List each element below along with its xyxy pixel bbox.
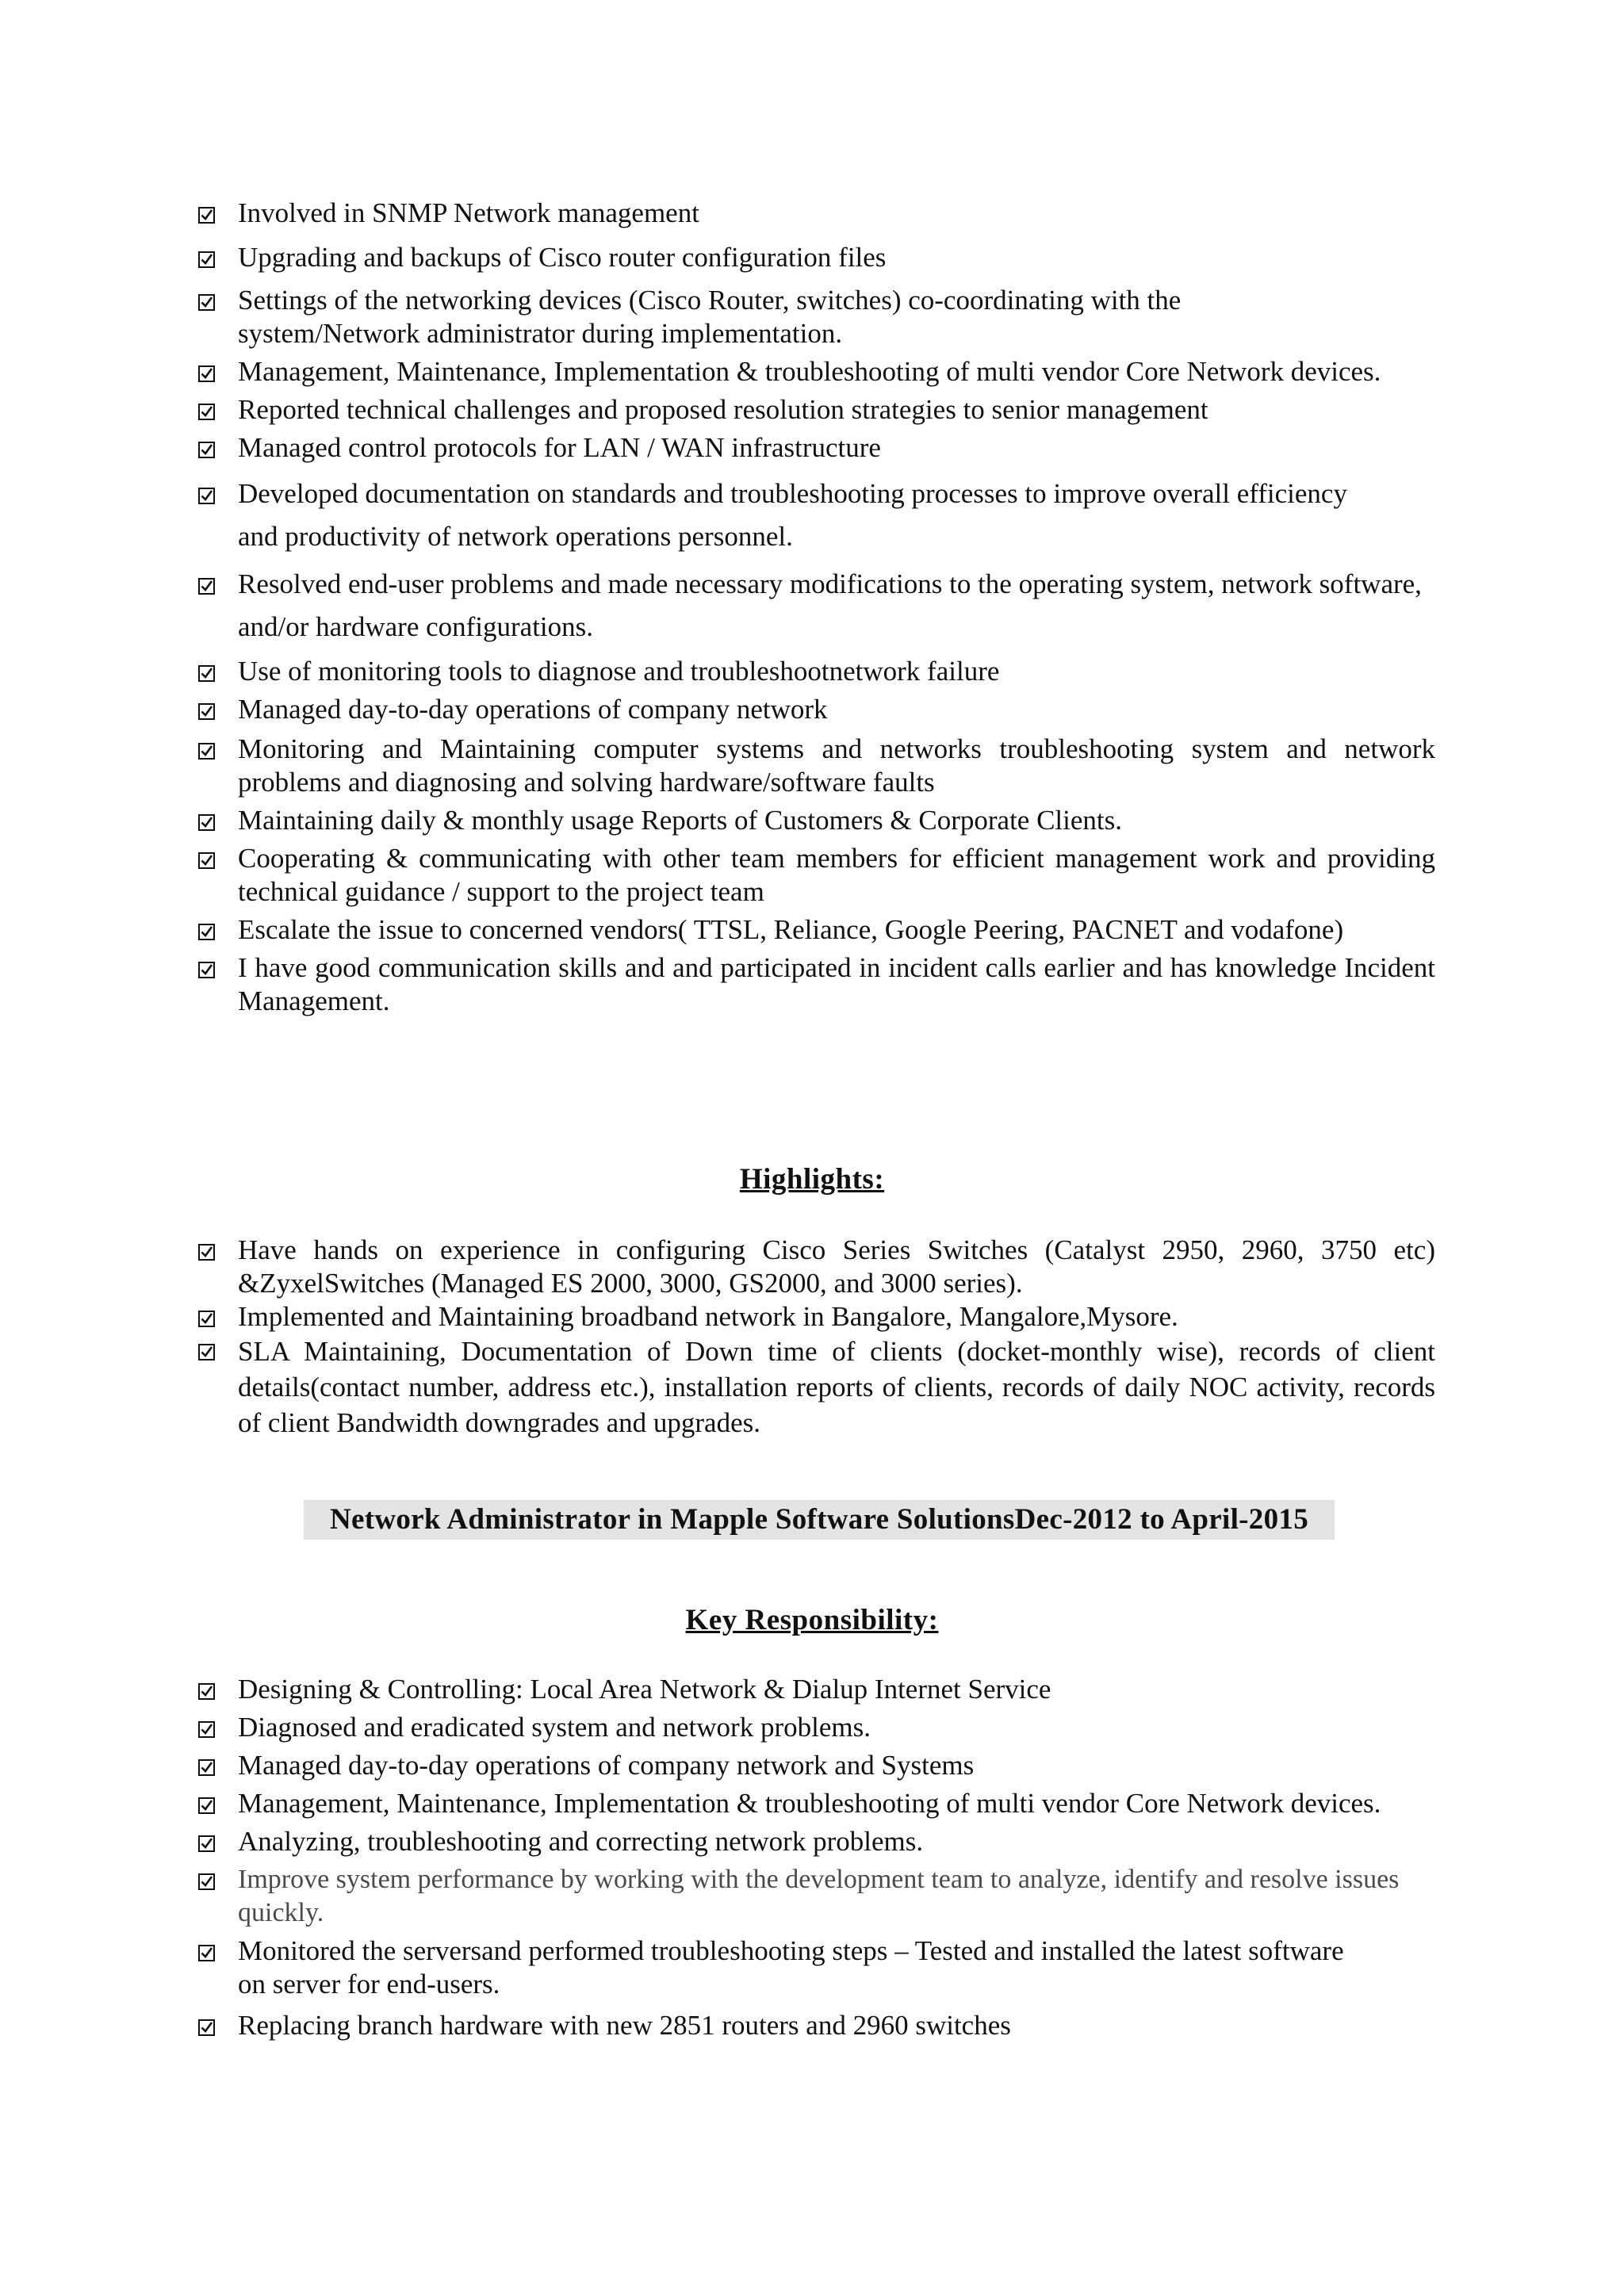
list-item [198, 1334, 1435, 1441]
checked-box-icon [198, 852, 215, 869]
checked-box-icon [198, 665, 215, 682]
list-item-text: Managed day-to-day operations of company network [238, 694, 828, 725]
list-item [198, 1673, 1435, 1706]
list-item-text: Reported technical challenges and proposed resolution strategies to senior management [238, 394, 1208, 425]
list-item [198, 1825, 1435, 1858]
checked-box-icon [198, 1244, 215, 1261]
checked-box-icon [198, 1759, 215, 1776]
list-item [198, 393, 1435, 427]
list-item [198, 951, 1435, 1018]
list-item [198, 1300, 1435, 1334]
list-item-text: Monitored the serversand performed troubleshooting steps – Tested and installed the latest software on server for end-users. [238, 1935, 1344, 1999]
highlights-heading: Highlights: [739, 1163, 885, 1196]
list-item-text: Managed day-to-day operations of company network and Systems [238, 1750, 975, 1781]
list-item-text: Use of monitoring tools to diagnose and troubleshootnetwork failure [238, 656, 1000, 687]
checked-box-icon [198, 207, 215, 224]
list-item [198, 804, 1435, 837]
list-item [198, 842, 1435, 909]
list-item-text: I have good communication skills and and participated in incident calls earlier and has knowledge Incident Management. [238, 952, 1435, 1016]
list-item-text: Developed documentation on standards and troubleshooting processes to improve overall efficiency and productivity of network operations personnel. [238, 478, 1347, 552]
list-item [198, 1934, 1435, 2001]
list-item [198, 1749, 1435, 1782]
list-item-text: Settings of the networking devices (Cisco Router, switches) co-coordinating with the system/Network administrator during implementation. [238, 285, 1182, 349]
list-item [198, 1863, 1435, 1930]
key-responsibility-heading: Key Responsibility: [685, 1604, 939, 1636]
checked-box-icon [198, 404, 215, 420]
list-item-text: Diagnosed and eradicated system and network problems. [238, 1712, 871, 1743]
list-item-text: Designing & Controlling: Local Area Network & Dialup Internet Service [238, 1674, 1051, 1705]
list-item [198, 284, 1435, 350]
list-item-text: Implemented and Maintaining broadband network in Bangalore, Mangalore,Mysore. [238, 1301, 1178, 1332]
list-item [198, 473, 1435, 558]
list-item-text: Management, Maintenance, Implementation & troubleshooting of multi vendor Core Network devices. [238, 356, 1381, 387]
checked-box-icon [198, 1945, 215, 1961]
list-item-text: Analyzing, troubleshooting and correcting network problems. [238, 1826, 924, 1857]
list-item-text: Have hands on experience in configuring Cisco Series Switches (Catalyst 2950, 2960, 3750 etc) &ZyxelSwitches (Managed ES 2000, 3000, GS2000, and 3000 series). [238, 1234, 1435, 1299]
checked-box-icon [198, 578, 215, 595]
list-item-text: Escalate the issue to concerned vendors( TTSL, Reliance, Google Peering, PACNET and vodafone) [238, 914, 1344, 945]
checked-box-icon [198, 488, 215, 504]
checked-box-icon [198, 962, 215, 978]
list-item-text: Replacing branch hardware with new 2851 routers and 2960 switches [238, 2010, 1011, 2041]
list-item [198, 913, 1435, 947]
list-item-text: Resolved end-user problems and made necessary modifications to the operating system, network software, and/or hardware configurations. [238, 568, 1422, 642]
list-item-text: Involved in SNMP Network management [238, 197, 699, 228]
list-item-text: Managed control protocols for LAN / WAN infrastructure [238, 432, 881, 463]
highlights-list [198, 1234, 1435, 1441]
list-item-text: SLA Maintaining, Documentation of Down time of clients (docket-monthly wise), records of client details(contact number, address etc.), installation reports of clients, records of daily NOC activity, records of client Bandwidth downgrades and upgrades. [238, 1336, 1435, 1438]
list-item [198, 733, 1435, 799]
list-item-text: Maintaining daily & monthly usage Reports of Customers & Corporate Clients. [238, 805, 1123, 836]
experience-duties-list [198, 197, 1435, 1023]
checked-box-icon [198, 294, 215, 311]
checked-box-icon [198, 1344, 215, 1360]
checked-box-icon [198, 1311, 215, 1327]
checked-box-icon [198, 1797, 215, 1814]
list-item [198, 693, 1435, 726]
list-item [198, 655, 1435, 688]
list-item-text: Monitoring and Maintaining computer systems and networks troubleshooting system and network problems and diagnosing and solving hardware/software faults [238, 733, 1435, 798]
job-title-banner: Network Administrator in Mapple Software SolutionsDec-2012 to April-2015 [304, 1500, 1335, 1540]
checked-box-icon [198, 1683, 215, 1700]
checked-box-icon [198, 251, 215, 268]
checked-box-icon [198, 2019, 215, 2036]
list-item [198, 2009, 1435, 2042]
list-item [198, 563, 1435, 649]
key-responsibility-list [198, 1673, 1435, 2047]
list-item-text: Cooperating & communicating with other team members for efficient management work and providing technical guidance / support to the project team [238, 843, 1435, 907]
checked-box-icon [198, 365, 215, 382]
checked-box-icon [198, 1721, 215, 1738]
list-item [198, 241, 1435, 274]
list-item [198, 431, 1435, 465]
checked-box-icon [198, 743, 215, 760]
checked-box-icon [198, 703, 215, 720]
list-item [198, 355, 1435, 388]
list-item-text: Upgrading and backups of Cisco router configuration files [238, 242, 887, 273]
checked-box-icon [198, 924, 215, 940]
list-item [198, 1787, 1435, 1820]
checked-box-icon [198, 1873, 215, 1890]
checked-box-icon [198, 1835, 215, 1852]
list-item-text: Improve system performance by working with the development team to analyze, identify and resolve issues quickly. [238, 1865, 1400, 1927]
list-item [198, 1711, 1435, 1744]
list-item [198, 197, 1435, 230]
checked-box-icon [198, 814, 215, 831]
list-item [198, 1234, 1435, 1300]
checked-box-icon [198, 442, 215, 458]
list-item-text: Management, Maintenance, Implementation & troubleshooting of multi vendor Core Network devices. [238, 1788, 1381, 1819]
